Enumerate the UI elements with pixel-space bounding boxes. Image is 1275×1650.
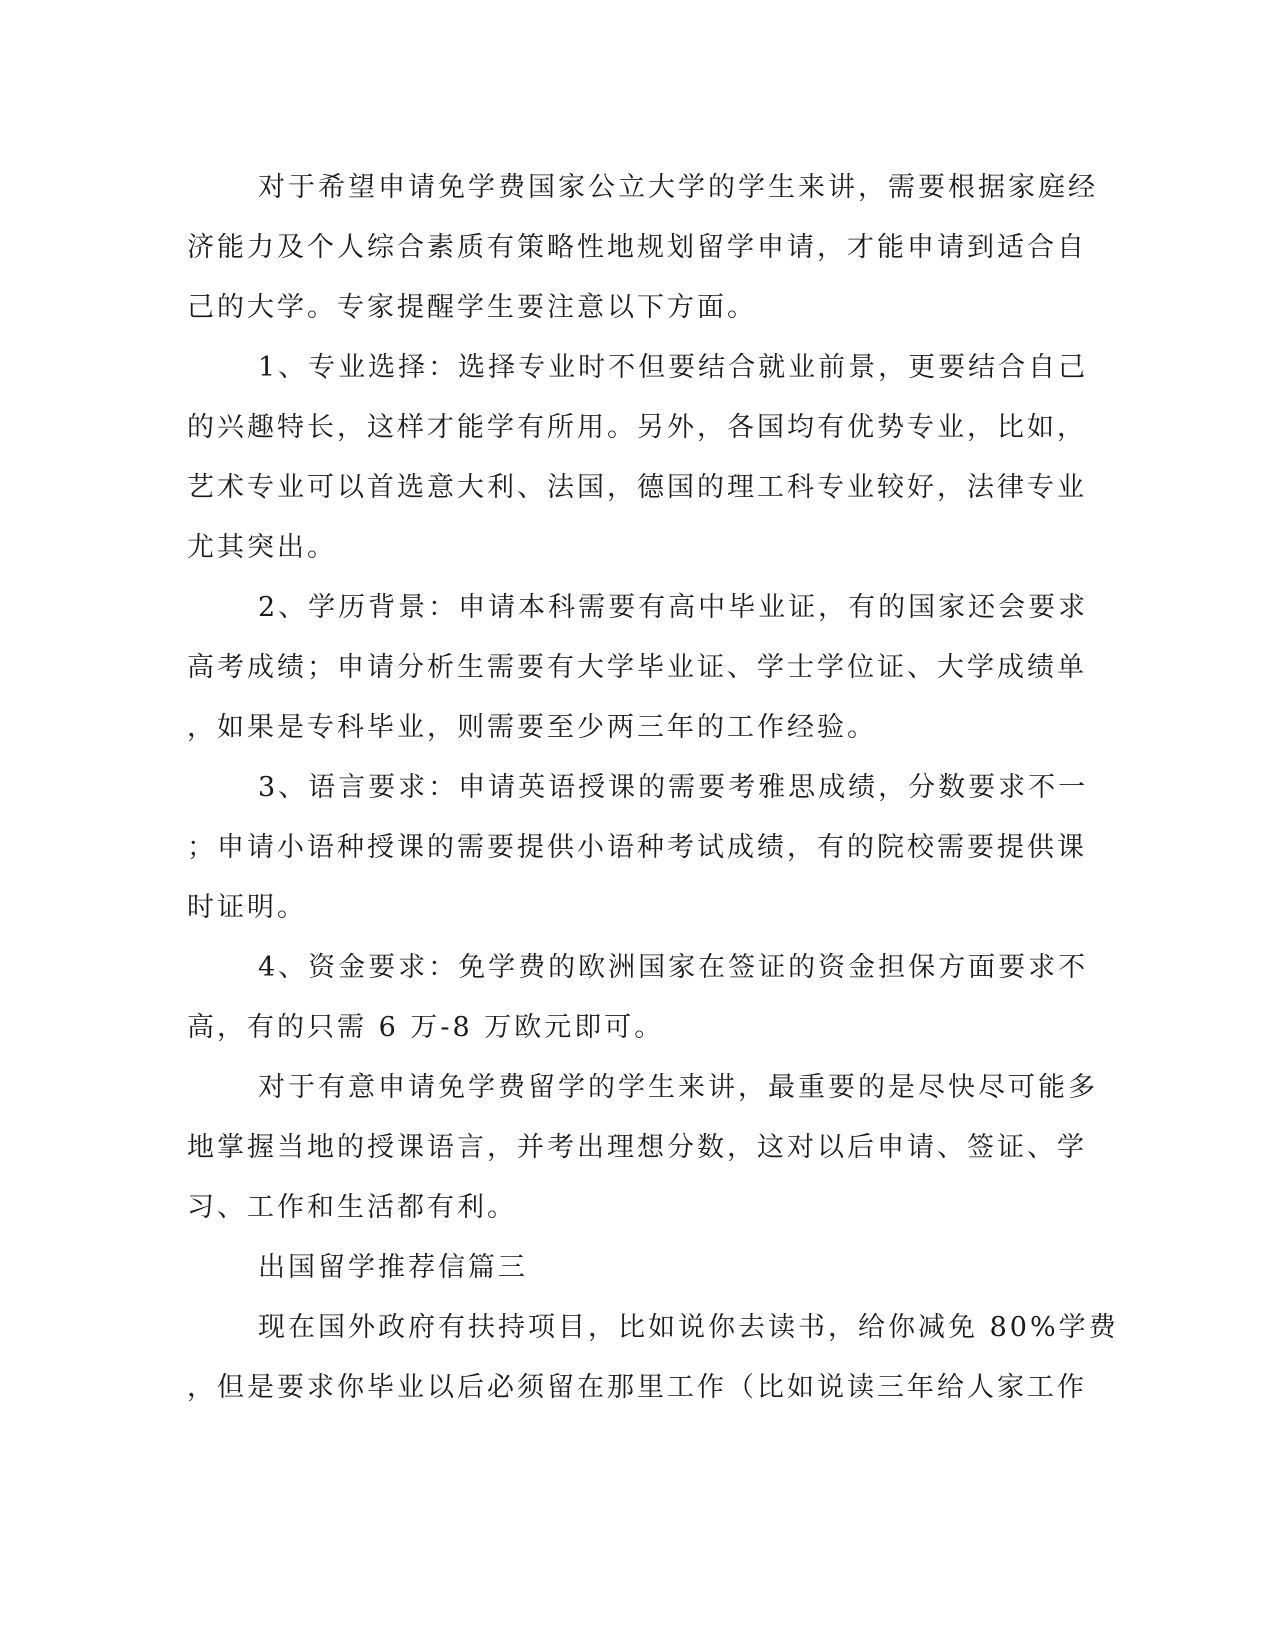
paragraph-line: ；申请小语种授课的需要提供小语种考试成绩，有的院校需要提供课 <box>187 832 1087 863</box>
paragraph-line: 地掌握当地的授课语言，并考出理想分数，这对以后申请、签证、学 <box>187 1132 1087 1163</box>
paragraph-line: 己的大学。专家提醒学生要注意以下方面。 <box>187 292 757 323</box>
paragraph-line: 2、学历背景：申请本科需要有高中毕业证，有的国家还会要求 <box>258 592 1089 623</box>
paragraph-line: 习、工作和生活都有利。 <box>187 1192 517 1223</box>
paragraph-line: 现在国外政府有扶持项目，比如说你去读书，给你减免 80%学费 <box>258 1312 1119 1343</box>
paragraph-line: ，如果是专科毕业，则需要至少两三年的工作经验。 <box>187 712 877 743</box>
paragraph-line: 1、专业选择：选择专业时不但要结合就业前景，更要结合自己 <box>258 352 1089 383</box>
section-heading: 出国留学推荐信篇三 <box>258 1252 528 1283</box>
paragraph-line: 高，有的只需 6 万-8 万欧元即可。 <box>187 1012 665 1043</box>
paragraph-line: 的兴趣特长，这样才能学有所用。另外，各国均有优势专业，比如， <box>187 412 1087 443</box>
paragraph-line: 3、语言要求：申请英语授课的需要考雅思成绩，分数要求不一 <box>258 772 1089 803</box>
paragraph-line: 济能力及个人综合素质有策略性地规划留学申请，才能申请到适合自 <box>187 232 1087 263</box>
paragraph-line: 时证明。 <box>187 892 307 923</box>
paragraph-line: 对于有意申请免学费留学的学生来讲，最重要的是尽快尽可能多 <box>258 1072 1098 1103</box>
paragraph-line: 对于希望申请免学费国家公立大学的学生来讲，需要根据家庭经 <box>258 172 1098 203</box>
paragraph-line: ，但是要求你毕业以后必须留在那里工作（比如说读三年给人家工作 <box>187 1372 1087 1403</box>
paragraph-line: 尤其突出。 <box>187 532 337 563</box>
paragraph-line: 4、资金要求：免学费的欧洲国家在签证的资金担保方面要求不 <box>258 952 1089 983</box>
paragraph-line: 艺术专业可以首选意大利、法国，德国的理工科专业较好，法律专业 <box>187 472 1087 503</box>
paragraph-line: 高考成绩；申请分析生需要有大学毕业证、学士学位证、大学成绩单 <box>187 652 1087 683</box>
